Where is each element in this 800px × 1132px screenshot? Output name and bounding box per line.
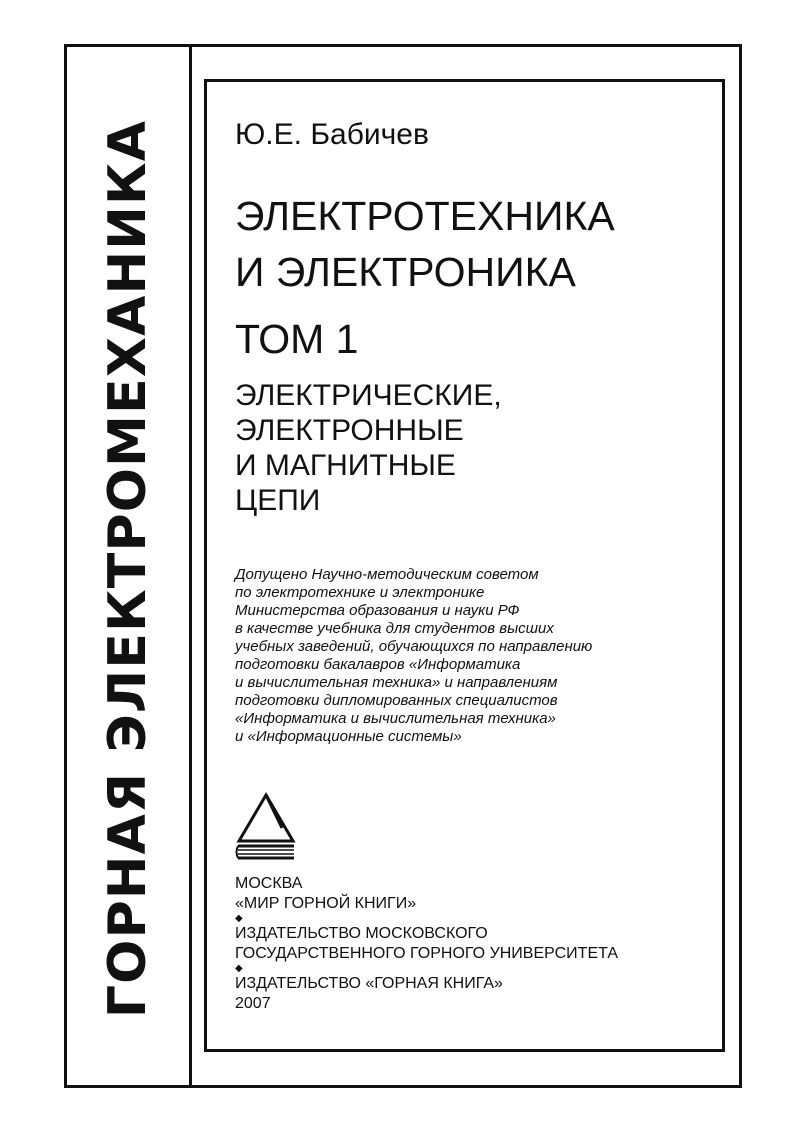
approval-line: Министерства образования и науки РФ [235,602,520,619]
approval-line: и вычислительная техника» и направлениям [235,674,558,691]
approval-line: подготовки бакалавров «Информатика [235,656,521,673]
publisher-name: ИЗДАТЕЛЬСТВО МОСКОВСКОГО [235,925,488,942]
book-subtitle [235,378,502,518]
subtitle-line: И МАГНИТНЫЕ [235,449,456,482]
subtitle-line: ЦЕПИ [235,484,321,517]
subtitle-line: ЭЛЕКТРОННЫЕ [235,414,464,447]
publisher-name: ИЗДАТЕЛЬСТВО «ГОРНАЯ КНИГА» [235,975,503,992]
approval-notice [235,566,592,746]
approval-line: Допущено Научно-методическим советом [235,566,539,583]
volume-label: ТОМ 1 [235,316,359,362]
series-title-vertical: ГОРНАЯ ЭЛЕКТРОМЕХАНИКА [98,119,158,1019]
author: Ю.Е. Бабичев [235,118,429,151]
title-line: И ЭЛЕКТРОНИКА [235,249,576,295]
publisher-name: «МИР ГОРНОЙ КНИГИ» [235,895,417,912]
publication-year: 2007 [235,995,271,1012]
publisher-city: МОСКВА [235,875,303,892]
approval-line: по электротехнике и электронике [235,584,485,601]
subtitle-line: ЭЛЕКТРИЧЕСКИЕ, [235,379,502,412]
publisher-name: ГОСУДАРСТВЕННОГО ГОРНОГО УНИВЕРСИТЕТА [235,945,619,962]
publisher-block [235,874,618,1014]
diamond-separator-icon: ◆ [235,963,243,974]
approval-line: подготовки дипломированных специалистов [235,692,558,709]
approval-line: «Информатика и вычислительная техника» [235,710,556,727]
publisher-triangle-book-icon [235,792,297,864]
book-title [235,188,615,300]
diamond-separator-icon: ◆ [235,913,243,924]
title-line: ЭЛЕКТРОТЕХНИКА [235,193,615,239]
spine-divider [189,44,192,1088]
approval-line: и «Информационные системы» [235,728,462,745]
approval-line: учебных заведений, обучающихся по направлению [235,638,593,655]
approval-line: в качестве учебника для студентов высших [235,620,554,637]
